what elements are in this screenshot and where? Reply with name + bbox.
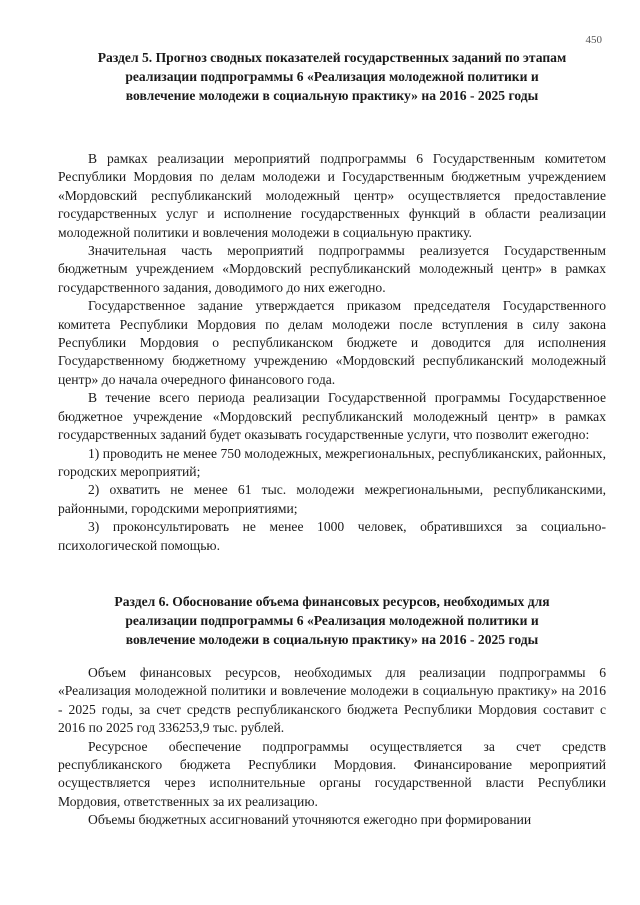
section5-heading-line: Раздел 5. Прогноз сводных показателей государственных заданий по этапам [97, 50, 567, 65]
section6-body [58, 664, 606, 830]
section6-heading-line: реализации подпрограммы 6 «Реализация молодежной политики и [125, 613, 539, 628]
section5-list-item: 2) охватить не менее 61 тыс. молодежи межрегиональными, республиканскими, районными, городскими мероприятиями; [58, 482, 606, 516]
section6-paragraph: Объем финансовых ресурсов, необходимых для реализации подпрограммы 6 «Реализация молодежной политики и вовлечение молодежи в социальную практику» на 2016 - 2025 годы, за счет средств республиканского бюджета Республики Мордовия составит с 2016 по 2025 год 336253,9 тыс. рублей. [58, 665, 606, 736]
section6-heading-line: Раздел 6. Обоснование объема финансовых ресурсов, необходимых для [114, 594, 550, 609]
section6-heading [58, 592, 606, 649]
section6-heading-line: вовлечение молодежи в социальную практику» на 2016 - 2025 годы [125, 632, 539, 647]
section5-heading [58, 48, 606, 105]
section5-heading-line: вовлечение молодежи в социальную практику» на 2016 - 2025 годы [125, 88, 539, 103]
section5-paragraph: В рамках реализации мероприятий подпрограммы 6 Государственным комитетом Республики Мордовия по делам молодежи и Государственным бюджетным учреждением «Мордовский республиканский молодежный центр» осуществляется предоставление государственных услуг и исполнение государственных функций в области реализации молодежной политики и вовлечения молодежи в социальную практику. [58, 151, 606, 240]
section5-paragraph: Государственное задание утверждается приказом председателя Государственного комитета Республики Мордовия по делам молодежи после вступления в силу закона Республики Мордовия о республиканском бюджете и доводится для исполнения Государственному бюджетному учреждению «Мордовский республиканский молодежный центр» до начала очередного финансового года. [58, 298, 606, 387]
section6-paragraph: Ресурсное обеспечение подпрограммы осуществляется за счет средств республиканского бюджета Республики Мордовия. Финансирование мероприятий осуществляется через исполнительные органы государственной власти Республики Мордовия, ответственных за их реализацию. [58, 738, 606, 809]
section5-paragraph: Значительная часть мероприятий подпрограммы реализуется Государственным бюджетным учреждением «Мордовский республиканский молодежный центр» в рамках государственного задания, доводимого до них ежегодно. [58, 243, 606, 295]
section5-paragraph: В течение всего периода реализации Государственной программы Государственное бюджетное учреждение «Мордовский республиканский молодежный центр» в рамках государственных заданий будет оказывать государственные услуги, что позволит ежегодно: [58, 390, 606, 443]
section5-list-item: 3) проконсультировать не менее 1000 человек, обратившихся за социально-психологической помощью. [58, 519, 606, 553]
section5-body [58, 150, 606, 555]
page-number: 450 [585, 34, 602, 46]
section5-heading-line: реализации подпрограммы 6 «Реализация молодежной политики и [125, 69, 539, 84]
section6-paragraph: Объемы бюджетных ассигнований уточняются ежегодно при формировании [88, 812, 532, 828]
section5-list-item: 1) проводить не менее 750 молодежных, межрегиональных, республиканских, районных, городских мероприятий; [58, 445, 606, 479]
